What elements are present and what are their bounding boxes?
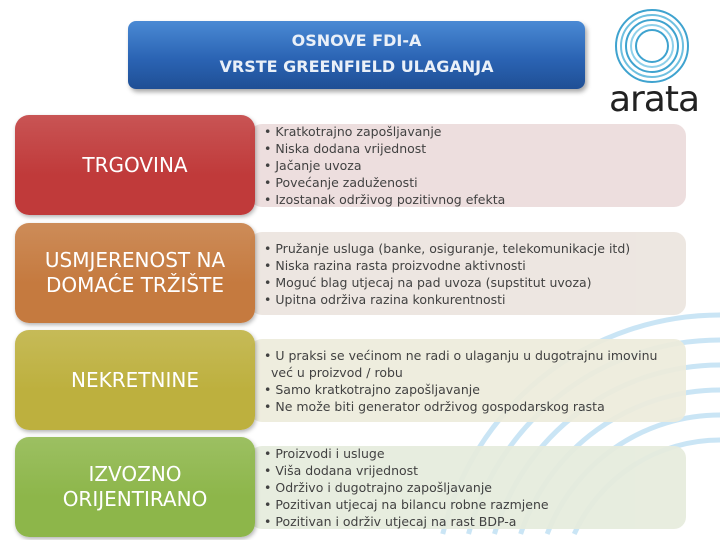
category-box [15, 115, 255, 215]
category-box [15, 437, 255, 537]
slide-title [128, 21, 585, 89]
bullet-item: • Viša dodana vrijednost [262, 462, 678, 479]
category-label: USMJERENOST NA DOMAĆE TRŽIŠTE [44, 248, 226, 297]
category-label: TRGOVINA [82, 152, 188, 177]
bullet-item: • Održivo i dugotrajno zapošljavanje [262, 479, 678, 496]
logo-text: arata [608, 79, 700, 120]
bullet-item: • Samo kratkotrajno zapošljavanje [262, 381, 678, 398]
bullet-item: • Jačanje uvoza [262, 157, 678, 174]
bullet-item: • Proizvodi i usluge [262, 445, 678, 462]
category-details [250, 232, 686, 315]
arata-logo-icon [600, 6, 705, 86]
title-line-2: VRSTE GREENFIELD ULAGANJA [219, 57, 494, 76]
category-details [250, 339, 686, 422]
category-details [250, 446, 686, 529]
bullet-item: • Pozitivan utjecaj na bilancu robne razmjene [262, 496, 678, 513]
category-label: IZVOZNO ORIJENTIRANO [62, 462, 208, 511]
bullet-item: • Izostanak održivog pozitivnog efekta [262, 191, 678, 208]
bullet-item: • Niska dodana vrijednost [262, 140, 678, 157]
category-label: NEKRETNINE [71, 367, 199, 392]
bullet-item: • Niska razina rasta proizvodne aktivnosti [262, 257, 678, 274]
category-box [15, 223, 255, 323]
title-line-1: OSNOVE FDI-A [291, 31, 422, 50]
bullet-item: • Ne može biti generator održivog gospodarskog rasta [262, 398, 678, 415]
bullet-item: • Moguć blag utjecaj na pad uvoza (supstitut uvoza) [262, 274, 678, 291]
bullet-item: • Pozitivan i održiv utjecaj na rast BDP-a [262, 513, 678, 530]
bullet-item: • Kratkotrajno zapošljavanje [262, 123, 678, 140]
bullet-item: • Upitna održiva razina konkurentnosti [262, 291, 678, 308]
bullet-item: • Pružanje usluga (banke, osiguranje, telekomunikacje itd) [262, 240, 678, 257]
bullet-item: • U praksi se većinom ne radi o ulaganju u dugotrajnu imovinu već u proizvod / robu [262, 347, 678, 381]
category-details [250, 124, 686, 207]
category-box [15, 330, 255, 430]
bullet-item: • Povećanje zaduženosti [262, 174, 678, 191]
